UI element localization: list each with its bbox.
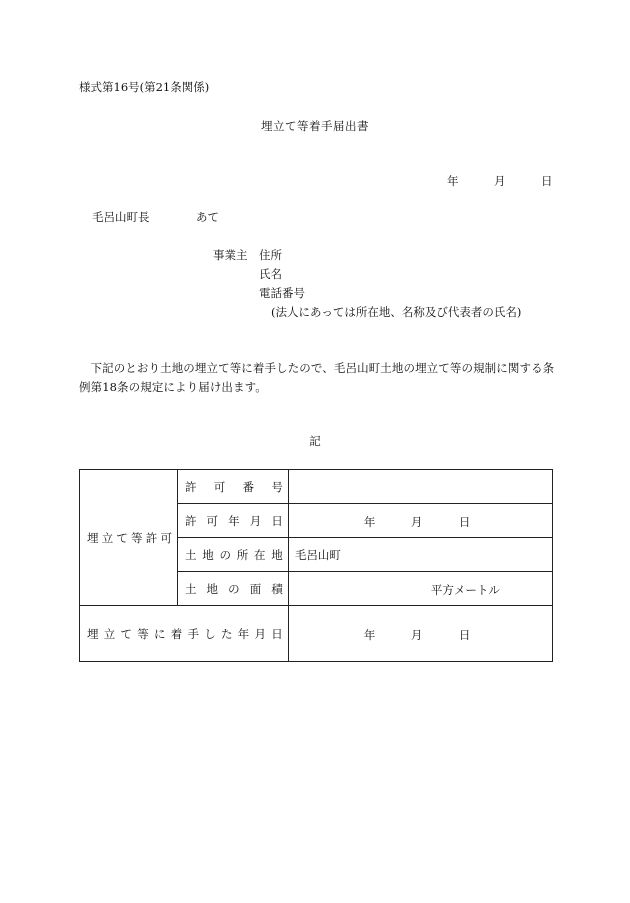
label-char: 立 (103, 626, 116, 641)
address-label: 住所 (259, 248, 282, 262)
label-char: 等 (137, 626, 149, 641)
land-area-label (177, 572, 288, 606)
label-char: 地 (271, 547, 283, 562)
permit-date-value[interactable]: 年 月 日 (288, 504, 552, 538)
label-char: 可 (206, 513, 219, 528)
name-label: 氏名 (259, 267, 282, 281)
date-year-label: 年 (447, 174, 459, 188)
permit-table (79, 469, 553, 662)
addressee-name: 毛呂山町長 (92, 210, 150, 224)
label-char: 埋 (87, 626, 99, 641)
label-char: の (219, 547, 231, 562)
label-char: 地 (206, 581, 219, 596)
land-area-value[interactable]: 平方メートル (288, 572, 552, 606)
label-char: 号 (271, 479, 283, 494)
document-title: 埋立て等着手届出書 (261, 119, 369, 133)
phone-label: 電話番号 (259, 286, 305, 300)
start-date-value[interactable]: 年 月 日 (288, 606, 552, 662)
label-char: に (154, 626, 166, 641)
start-date-label (80, 606, 289, 662)
label-char: 土 (184, 547, 197, 562)
applicant-label: 事業主 (213, 248, 248, 262)
ki-heading: 記 (309, 434, 321, 448)
land-location-value[interactable]: 毛呂山町 (288, 538, 552, 572)
date-month-label: 月 (494, 174, 506, 188)
label-char: 所 (236, 547, 249, 562)
label-char: 許 (145, 530, 158, 545)
label-char: 許 (184, 479, 197, 494)
label-char: 在 (254, 547, 266, 562)
label-char: 土 (184, 581, 197, 596)
label-char: の (228, 581, 240, 596)
label-char: 等 (131, 530, 143, 545)
label-char: 年 (237, 626, 250, 641)
permit-date-label (177, 504, 288, 538)
table-row (80, 470, 553, 504)
label-char: 可 (160, 530, 172, 545)
permit-number-label (177, 470, 288, 504)
label-char: て (120, 626, 132, 641)
label-char: 埋 (87, 530, 99, 545)
table-row (80, 606, 553, 662)
form-number: 様式第16号(第21条関係) (79, 80, 210, 94)
label-char: 日 (271, 513, 283, 528)
label-char: 可 (213, 479, 226, 494)
label-char: し (204, 626, 216, 641)
permit-group-label (80, 470, 178, 606)
label-char: 月 (254, 626, 266, 641)
label-char: 日 (271, 626, 283, 641)
label-char: た (221, 626, 233, 641)
label-char: 年 (228, 513, 240, 528)
corporate-note: (法人にあっては所在地、名称及び代表者の氏名) (271, 305, 522, 319)
label-char: 月 (249, 513, 262, 528)
permit-number-value[interactable] (288, 470, 552, 504)
label-char: 地 (202, 547, 214, 562)
addressee-suffix: あて (196, 210, 219, 224)
land-location-label (177, 538, 288, 572)
date-day-label: 日 (541, 174, 553, 188)
label-char: 着 (170, 626, 183, 641)
label-char: 面 (249, 581, 262, 596)
label-char: 許 (184, 513, 197, 528)
label-char: 立 (101, 530, 114, 545)
permit-group-text (80, 530, 177, 546)
label-char: 積 (271, 581, 283, 596)
label-char: て (116, 530, 128, 545)
label-char: 手 (187, 626, 199, 641)
label-char: 番 (242, 479, 255, 494)
body-text: 下記のとおり土地の埋立て等に着手したので、毛呂山町土地の埋立て等の規制に関する条例第18条の規定により届け出ます。 (79, 361, 555, 394)
